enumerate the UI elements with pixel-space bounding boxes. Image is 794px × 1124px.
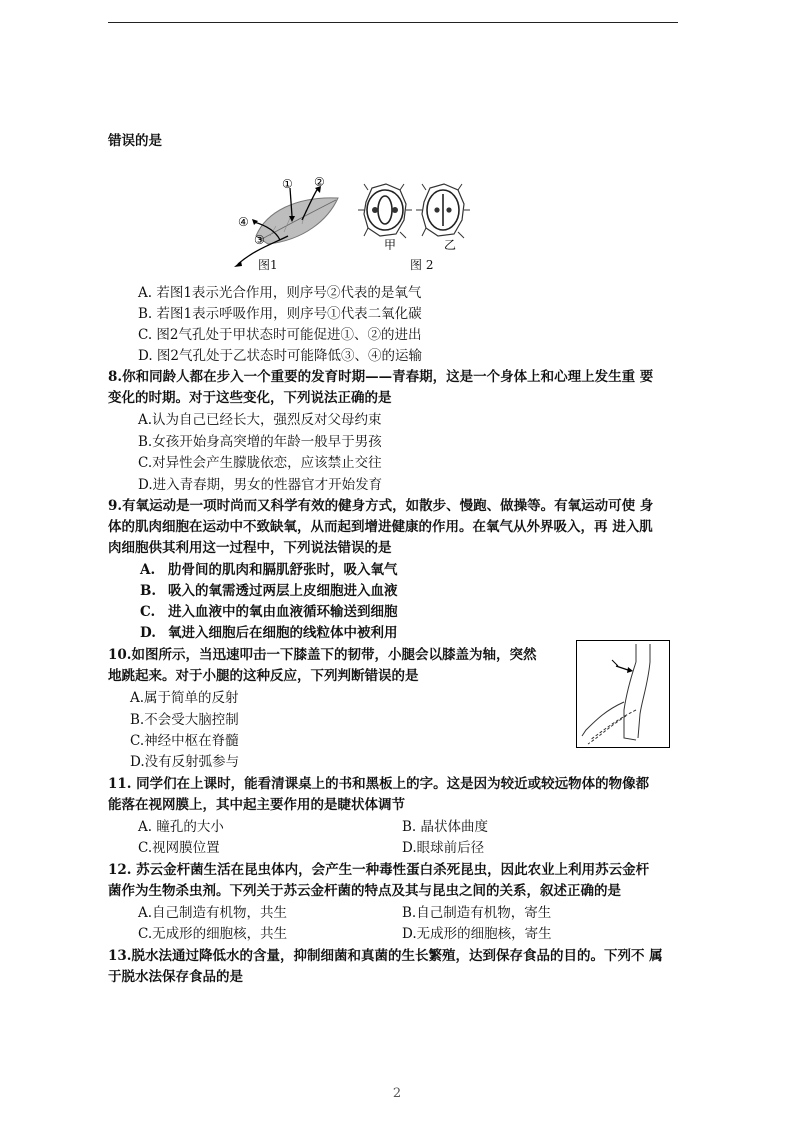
q11-option-c: C.视网膜位置: [138, 840, 220, 856]
q9-option-d-letter: D.: [140, 625, 156, 641]
figure-2-caption: 图 2: [410, 258, 434, 272]
q7-stem-tail: 错误的是: [108, 133, 162, 149]
figure-2-stomata-diagram: [358, 180, 474, 250]
q7-option-c: C. 图2气孔处于甲状态时可能促进①、②的进出: [138, 327, 422, 343]
figure-2-label-jia: 甲: [384, 238, 397, 250]
q8-stem-line-1: 8.你和同龄人都在步入一个重要的发育时期——青春期，这是一个身体上和心理上发生重 要: [108, 369, 654, 385]
stoma-open: [358, 184, 412, 238]
q10-stem-line-1: 10.如图所示，当迅速叩击一下膝盖下的韧带，小腿会以膝盖为轴，突然: [108, 647, 537, 663]
q12-option-b: B.自己制造有机物，寄生: [402, 905, 552, 921]
q9-stem-line-3: 肉细胞供其利用这一过程中，下列说法错误的是: [108, 540, 392, 556]
q11-option-d: D.眼球前后径: [402, 840, 485, 856]
stoma-closed: [416, 184, 470, 238]
figure-knee-reflex: [576, 640, 670, 748]
figure-1-label-2: ②: [314, 175, 325, 189]
q10-stem-line-2: 地跳起来。对于小腿的这种反应，下列判断错误的是: [108, 668, 419, 684]
q10-option-d: D.没有反射弧参与: [130, 754, 240, 770]
q11-stem-line-2: 能落在视网膜上，其中起主要作用的是睫状体调节: [108, 797, 405, 813]
q13-stem-line-1: 13.脱水法通过降低水的含量，抑制细菌和真菌的生长繁殖，达到保存食品的目的。下列不 属: [108, 948, 663, 964]
figure-1-leaf-diagram: [226, 174, 348, 270]
q8-stem-line-2: 变化的时期。对于这些变化，下列说法正确的是: [108, 390, 392, 406]
q12-option-d: D.无成形的细胞核，寄生: [402, 926, 552, 942]
q10-option-a: A.属于简单的反射: [130, 690, 239, 706]
q7-option-a: A. 若图1表示光合作用，则序号②代表的是氧气: [138, 285, 422, 301]
q10-option-c: C.神经中枢在脊髓: [130, 733, 239, 749]
q12-stem-line-1: 12. 苏云金杆菌生活在昆虫体内，会产生一种毒性蛋白杀死昆虫，因此农业上利用苏云金杆: [108, 862, 650, 878]
q9-option-b-letter: B.: [140, 583, 157, 599]
q12-option-a: A.自己制造有机物，共生: [138, 905, 288, 921]
q9-option-d-text: 氧进入细胞后在细胞的线粒体中被利用: [168, 625, 398, 641]
q9-option-c-text: 进入血液中的氧由血液循环输送到细胞: [168, 604, 398, 620]
q9-option-a-letter: A.: [140, 562, 156, 578]
q8-option-a: A.认为自己已经长大，强烈反对父母约束: [138, 412, 382, 428]
q10-option-b: B.不会受大脑控制: [130, 712, 239, 728]
figure-1-label-1: ①: [282, 177, 293, 191]
q9-option-a-text: 肋骨间的肌肉和膈肌舒张时，吸入氧气: [168, 562, 398, 578]
figure-1-caption: 图1: [258, 258, 278, 272]
q12-stem-line-2: 菌作为生物杀虫剂。下列关于苏云金杆菌的特点及其与昆虫之间的关系，叙述正确的是: [108, 883, 621, 899]
header-rule: [108, 22, 678, 23]
q11-stem-line-1: 11. 同学们在上课时，能看清课桌上的书和黑板上的字。这是因为较近或较远物体的物像都: [108, 776, 650, 792]
q13-stem-line-2: 于脱水法保存食品的是: [108, 969, 243, 985]
q7-option-b: B. 若图1表示呼吸作用，则序号①代表二氧化碳: [138, 306, 422, 322]
q11-option-a: A. 瞳孔的大小: [138, 819, 224, 835]
q7-option-d: D. 图2气孔处于乙状态时可能降低③、④的运输: [138, 348, 423, 364]
q12-option-c: C.无成形的细胞核，共生: [138, 926, 288, 942]
q11-option-b: B. 晶状体曲度: [402, 819, 489, 835]
q8-option-c: C.对异性会产生朦胧依恋，应该禁止交往: [138, 455, 382, 471]
q9-option-b-text: 吸入的氧需透过两层上皮细胞进入血液: [168, 583, 398, 599]
figure-1-label-3: ③: [254, 233, 265, 247]
q9-option-c-letter: C.: [140, 604, 156, 620]
figure-2-label-yi: 乙: [444, 238, 457, 250]
q8-option-b: B.女孩开始身高突增的年龄一般早于男孩: [138, 434, 382, 450]
page-number: 2: [392, 1086, 402, 1101]
q8-option-d: D.进入青春期，男女的性器官才开始发育: [138, 477, 383, 493]
q9-stem-line-1: 9.有氧运动是一项时尚而又科学有效的健身方式，如散步、慢跑、做操等。有氧运动可使 身: [108, 498, 654, 514]
figure-1-label-4: ④: [238, 215, 249, 229]
q9-stem-line-2: 体的肌肉细胞在运动中不致缺氧，从而起到增进健康的作用。在氧气从外界吸入，再 进入肌: [108, 519, 653, 535]
